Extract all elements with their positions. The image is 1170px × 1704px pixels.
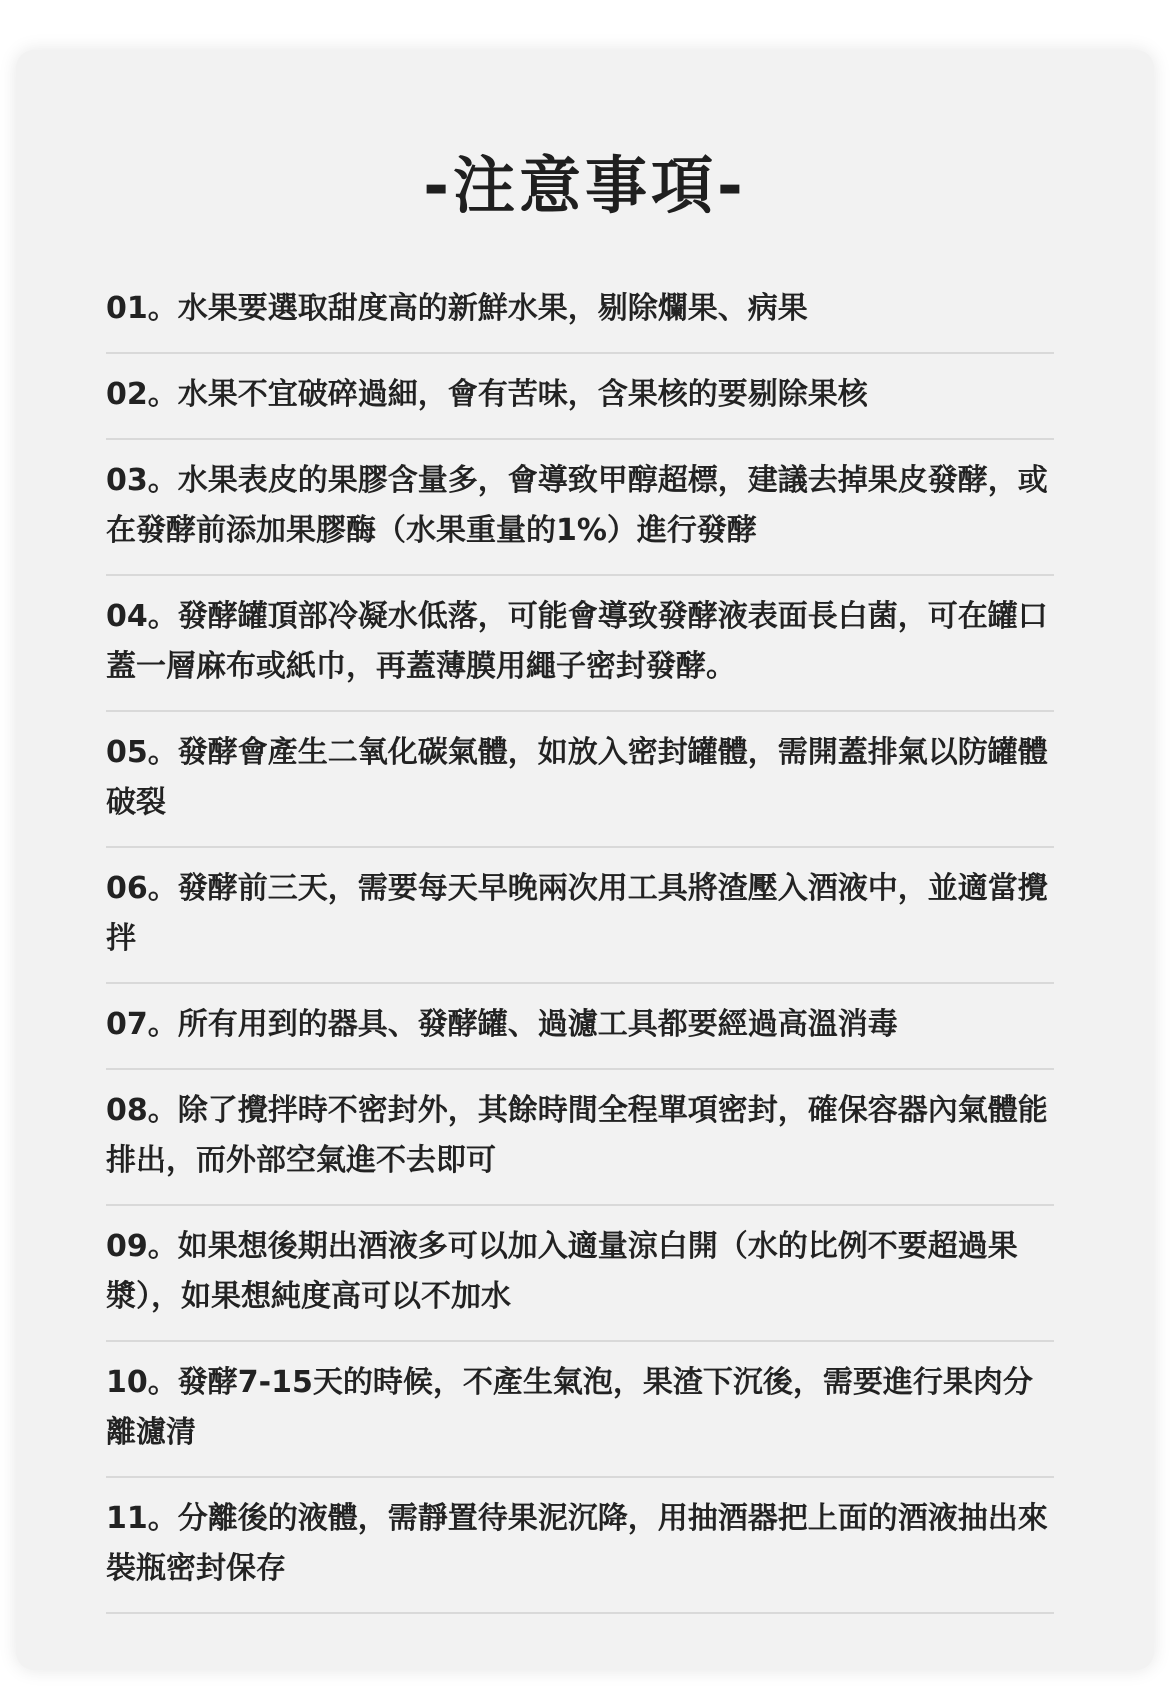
note-separator: 。 — [147, 291, 178, 326]
note-number: 02 — [106, 377, 148, 412]
note-separator: 。 — [147, 735, 178, 770]
note-text: 發酵7-15天的時候，不產生氣泡，果渣下沉後，需要進行果肉分離濾清 — [106, 1365, 1033, 1450]
note-number: 04 — [106, 599, 148, 634]
note-number: 01 — [106, 291, 148, 326]
notes-card — [16, 50, 1154, 1670]
note-item — [106, 1206, 1054, 1342]
note-number: 08 — [106, 1093, 148, 1128]
note-item — [106, 712, 1054, 848]
note-text: 分離後的液體，需靜置待果泥沉降，用抽酒器把上面的酒液抽出來裝瓶密封保存 — [106, 1501, 1048, 1586]
note-text: 水果不宜破碎過細，會有苦味，含果核的要剔除果核 — [177, 377, 868, 412]
note-number: 05 — [106, 735, 148, 770]
note-text: 水果要選取甜度高的新鮮水果，剔除爛果、病果 — [177, 291, 808, 326]
note-item — [106, 354, 1054, 440]
note-text: 所有用到的器具、發酵罐、過濾工具都要經過高溫消毒 — [177, 1007, 898, 1042]
note-separator: 。 — [147, 1501, 178, 1536]
note-text: 除了攪拌時不密封外，其餘時間全程單項密封，確保容器內氣體能排出，而外部空氣進不去即可 — [106, 1093, 1048, 1178]
note-text: 如果想後期出酒液多可以加入適量涼白開（水的比例不要超過果漿），如果想純度高可以不加水 — [106, 1229, 1018, 1314]
note-separator: 。 — [147, 1365, 178, 1400]
note-number: 09 — [106, 1229, 148, 1264]
note-separator: 。 — [147, 871, 178, 906]
note-number: 10 — [106, 1365, 148, 1400]
note-separator: 。 — [147, 1229, 178, 1264]
note-separator: 。 — [147, 377, 178, 412]
note-item — [106, 576, 1054, 712]
note-separator: 。 — [147, 463, 178, 498]
notes-list — [106, 268, 1054, 1614]
note-item — [106, 848, 1054, 984]
note-text: 發酵會產生二氧化碳氣體，如放入密封罐體，需開蓋排氣以防罐體破裂 — [106, 735, 1048, 820]
note-text: 發酵前三天，需要每天早晚兩次用工具將渣壓入酒液中，並適當攪拌 — [106, 871, 1048, 956]
note-separator: 。 — [147, 599, 178, 634]
note-number: 06 — [106, 871, 148, 906]
note-text: 發酵罐頂部冷凝水低落，可能會導致發酵液表面長白菌，可在罐口蓋一層麻布或紙巾，再蓋薄膜用繩子密封發酵。 — [106, 599, 1048, 684]
note-item — [106, 1478, 1054, 1614]
note-item — [106, 1342, 1054, 1478]
note-item — [106, 268, 1054, 354]
note-separator: 。 — [147, 1093, 178, 1128]
note-number: 11 — [106, 1501, 148, 1536]
note-number: 07 — [106, 1007, 148, 1042]
note-item — [106, 984, 1054, 1070]
page-title: -注意事項- — [423, 149, 747, 222]
note-number: 03 — [106, 463, 148, 498]
note-separator: 。 — [147, 1007, 178, 1042]
note-item — [106, 440, 1054, 576]
note-item — [106, 1070, 1054, 1206]
note-text: 水果表皮的果膠含量多，會導致甲醇超標，建議去掉果皮發酵，或在發酵前添加果膠酶（水果重量的1%）進行發酵 — [106, 463, 1048, 548]
